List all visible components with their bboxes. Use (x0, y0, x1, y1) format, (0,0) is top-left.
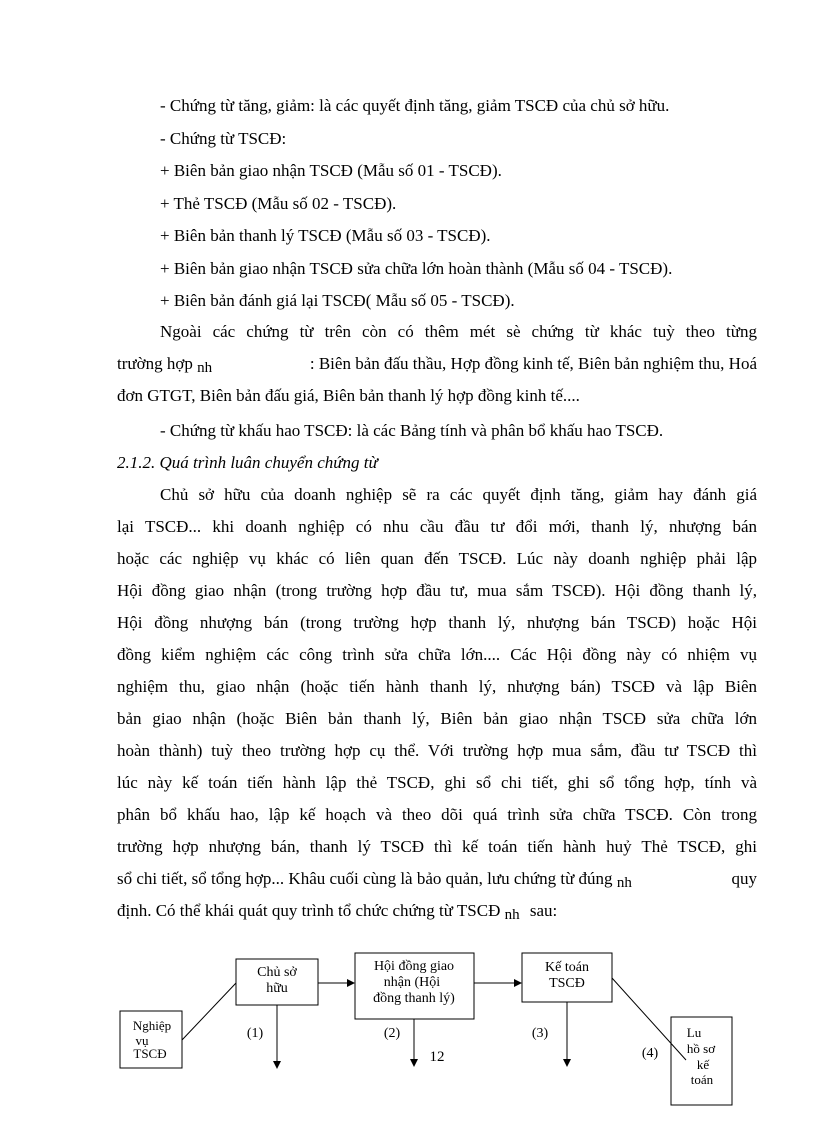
text-span: : Biên bản đấu thầu, Hợp đồng kinh tế, Biên bản nghiệm thu, Hoá (309, 354, 757, 373)
text-span: nh (197, 360, 213, 376)
box-luu-line: kế (696, 1057, 710, 1072)
box-luu-line: hồ sơ (686, 1041, 716, 1056)
paragraph-line: Chủ sở hữu của doanh nghiệp sẽ ra các quyết định tăng, giảm hay đánh giá (160, 485, 757, 504)
box-hoi-dong-line: đồng thanh lý) (373, 991, 455, 1006)
paragraph-line: đơn GTGT, Biên bản đấu giá, Biên bản thanh lý hợp đồng kinh tế.... (117, 386, 580, 405)
text-line: - Chứng từ TSCĐ: (160, 129, 287, 148)
box-hoi-dong-line: nhận (Hội (383, 975, 441, 990)
text-line: + Biên bản giao nhận TSCĐ (Mẫu số 01 - TSCĐ). (160, 161, 502, 180)
box-hoi-dong-line: Hội đồng giao (373, 959, 455, 974)
paragraph-line: lại TSCĐ... khi doanh nghiệp có nhu cầu đầu tư đổi mới, thanh lý, nhượng bán (117, 517, 757, 536)
text-span: sau: (529, 901, 558, 920)
box-luu-line: toán (690, 1072, 714, 1087)
paragraph-line: đồng kiểm nghiệm các công trình sửa chữa lớn.... Các Hội đồng này có nhiệm vụ (117, 645, 757, 664)
text-line: - Chứng từ tăng, giảm: là các quyết định tăng, giảm TSCĐ của chủ sở hữu. (160, 96, 670, 115)
paragraph-line: lúc này kế toán tiến hành lập thẻ TSCĐ, ghi sổ chi tiết, ghi sổ tổng hợp, tính và (117, 773, 757, 792)
paragraph-line: Hội đồng giao nhận (trong trường hợp đầu tư, mua sắm TSCĐ). Hội đồng thanh lý, (117, 581, 757, 600)
box-ke-toan-line: TSCĐ (549, 976, 585, 991)
text-span: nh (504, 907, 520, 923)
page-number: 12 (429, 1049, 445, 1065)
step-label: (3) (531, 1026, 549, 1041)
box-luu-line: Lu (686, 1025, 702, 1040)
connector-line (182, 983, 236, 1040)
text-line: + Thẻ TSCĐ (Mẫu số 02 - TSCĐ). (160, 194, 397, 213)
box-chu-so-huu-line: Chủ sở (257, 965, 297, 980)
paragraph-line: bản giao nhận (hoặc Biên bản thanh lý, Biên bản giao nhận TSCĐ sửa chữa lớn (117, 709, 757, 728)
text-line: - Chứng từ khấu hao TSCĐ: là các Bảng tính và phân bổ khấu hao TSCĐ. (160, 421, 664, 440)
paragraph-line: Ngoài các chứng từ trên còn có thêm mét sè chứng từ khác tuỳ theo từng (160, 322, 757, 341)
paragraph-line: hoặc các nghiệp vụ khác có liên quan đến TSCĐ. Lúc này doanh nghiệp phải lập (117, 549, 757, 568)
box-chu-so-huu-line: hữu (266, 981, 288, 996)
step-label: (4) (641, 1046, 659, 1061)
paragraph-line: nghiệm thu, giao nhận (hoặc tiến hành thanh lý, nhượng bán) TSCĐ và lập Biên (117, 677, 757, 696)
text-span: định. Có thể khái quát quy trình tổ chức chứng từ TSCĐ (117, 901, 501, 920)
box-nghiep-vu-line: TSCĐ (133, 1046, 167, 1061)
text-line: + Biên bản giao nhận TSCĐ sửa chữa lớn hoàn thành (Mẫu số 04 - TSCĐ). (160, 259, 673, 278)
text-span: nh (616, 875, 632, 891)
text-span: sổ chi tiết, sổ tổng hợp... Khâu cuối cùng là bảo quản, lưu chứng từ đúng (117, 869, 613, 888)
paragraph-line: trường hợp nhượng bán, thanh lý TSCĐ thì kế toán tiến hành huỷ Thẻ TSCĐ, ghi (117, 837, 757, 856)
step-label: (1) (246, 1026, 264, 1041)
text-line: + Biên bản đánh giá lại TSCĐ( Mẫu số 05 - TSCĐ). (160, 291, 515, 310)
paragraph-line: phân bổ khấu hao, lập kế hoạch và theo dõi quá trình sửa chữa TSCĐ. Còn trong (117, 805, 757, 824)
text-span: quy (731, 869, 757, 888)
paragraph-line: hoàn thành) tuỳ theo trường hợp cụ thể. Với trường hợp mua sắm, đầu tư TSCĐ thì (117, 741, 757, 760)
box-ke-toan-line: Kế toán (545, 960, 589, 975)
text-span: trường hợp (117, 354, 193, 373)
box-nghiep-vu-line: vụ (135, 1033, 149, 1048)
paragraph-line: Hội đồng nhượng bán (trong trường hợp thanh lý, nhượng bán TSCĐ) hoặc Hội (117, 613, 757, 632)
step-label: (2) (383, 1026, 401, 1041)
section-heading: 2.1.2. Quá trình luân chuyển chứng từ (117, 453, 378, 472)
text-line: + Biên bản thanh lý TSCĐ (Mẫu số 03 - TSCĐ). (160, 226, 491, 245)
box-nghiep-vu-line: Nghiệp (132, 1018, 172, 1033)
